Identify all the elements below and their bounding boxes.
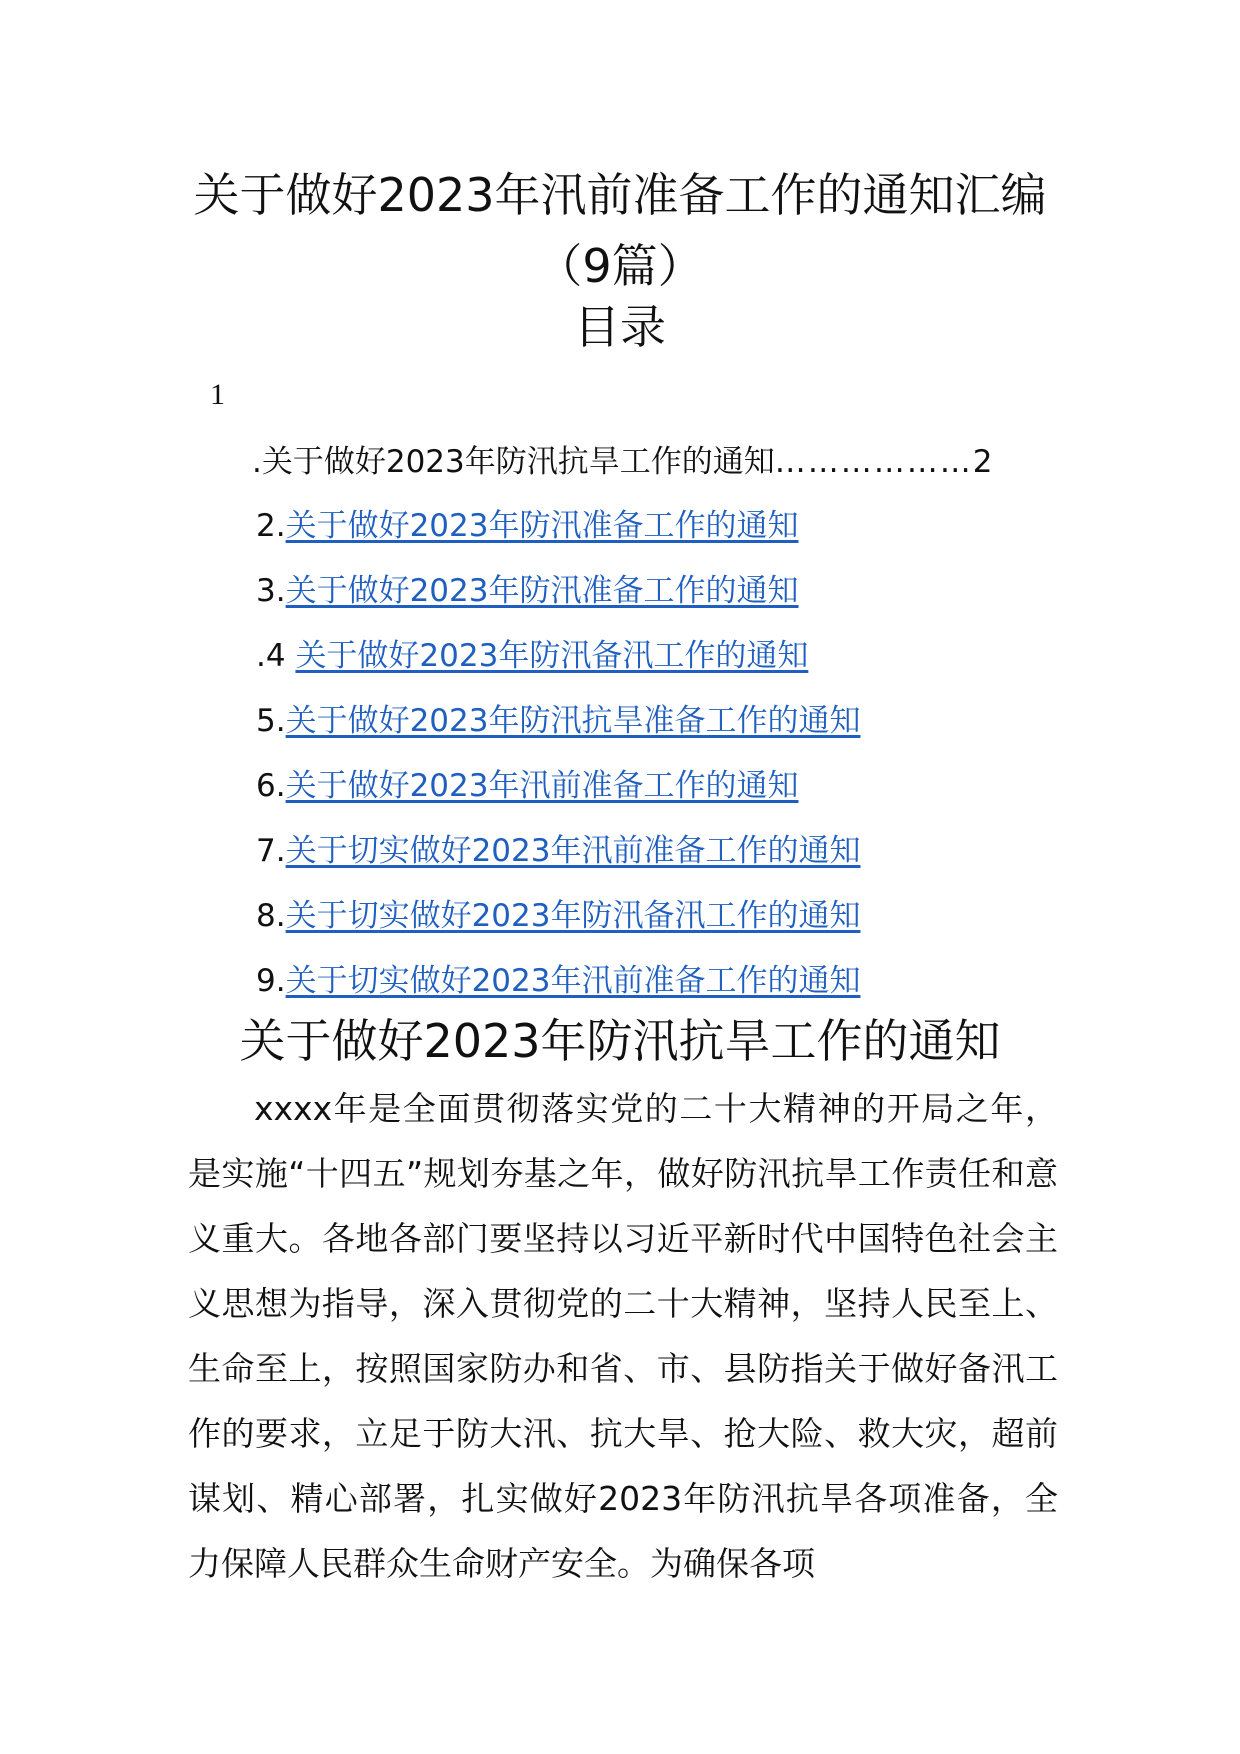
document-title: 关于做好2023年汛前准备工作的通知汇编 [193, 168, 1047, 222]
toc-leader-dots: ……………… [774, 444, 973, 480]
toc-heading: 目录 [574, 300, 666, 354]
toc-page-number: 2 [972, 444, 993, 480]
toc-item-prefix: .4 [256, 638, 296, 674]
toc-item-prefix: . [252, 444, 262, 480]
toc-item-text[interactable]: 关于做好2023年防汛抗旱工作的通知 [261, 444, 775, 480]
toc-item-7[interactable] [256, 825, 860, 870]
toc-item-1[interactable] [252, 436, 993, 481]
toc-link[interactable]: 关于切实做好2023年防汛备汛工作的通知 [285, 898, 861, 934]
toc-item-2[interactable] [256, 500, 798, 545]
toc-item-6[interactable] [256, 760, 798, 805]
toc-stray-number: 1 [210, 378, 225, 411]
toc-item-prefix: 6. [256, 768, 286, 804]
toc-item-8[interactable] [256, 890, 860, 935]
toc-item-9[interactable] [256, 955, 860, 1000]
section-paragraph: xxxx年是全面贯彻落实党的二十大精神的开局之年，是实施“十四五”规划夯基之年，做好防汛抗旱工作责任和意义重大。各地各部门要坚持以习近平新时代中国特色社会主义思想为指导，深入贯彻党的二十大精神，坚持人民至上、生命至上，按照国家防办和省、市、县防指关于做好备汛工作的要求，立足于防大汛、抗大旱、抢大险、救大灾，超前谋划、精心部署，扎实做好2023年防汛抗旱各项准备，全力保障人民群众生命财产安全。为确保各项 [188, 1089, 1058, 1583]
toc-link[interactable]: 关于切实做好2023年汛前准备工作的通知 [285, 833, 861, 869]
toc-item-4[interactable] [256, 630, 808, 675]
section-title: 关于做好2023年防汛抗旱工作的通知 [239, 1014, 1001, 1068]
toc-link[interactable]: 关于做好2023年防汛抗旱准备工作的通知 [285, 703, 861, 739]
toc-item-3[interactable] [256, 565, 798, 610]
toc-link[interactable]: 关于切实做好2023年汛前准备工作的通知 [285, 963, 861, 999]
toc-item-prefix: 3. [256, 573, 286, 609]
toc-item-prefix: 9. [256, 963, 286, 999]
toc-item-5[interactable] [256, 695, 860, 740]
toc-link[interactable]: 关于做好2023年防汛准备工作的通知 [285, 573, 799, 609]
toc-item-prefix: 8. [256, 898, 286, 934]
toc-link[interactable]: 关于做好2023年汛前准备工作的通知 [285, 768, 799, 804]
toc-item-prefix: 2. [256, 508, 286, 544]
toc-link[interactable]: 关于做好2023年防汛备汛工作的通知 [295, 638, 809, 674]
document-title-count: （9篇） [536, 239, 704, 293]
toc-item-prefix: 5. [256, 703, 286, 739]
toc-item-prefix: 7. [256, 833, 286, 869]
toc-link[interactable]: 关于做好2023年防汛准备工作的通知 [285, 508, 799, 544]
